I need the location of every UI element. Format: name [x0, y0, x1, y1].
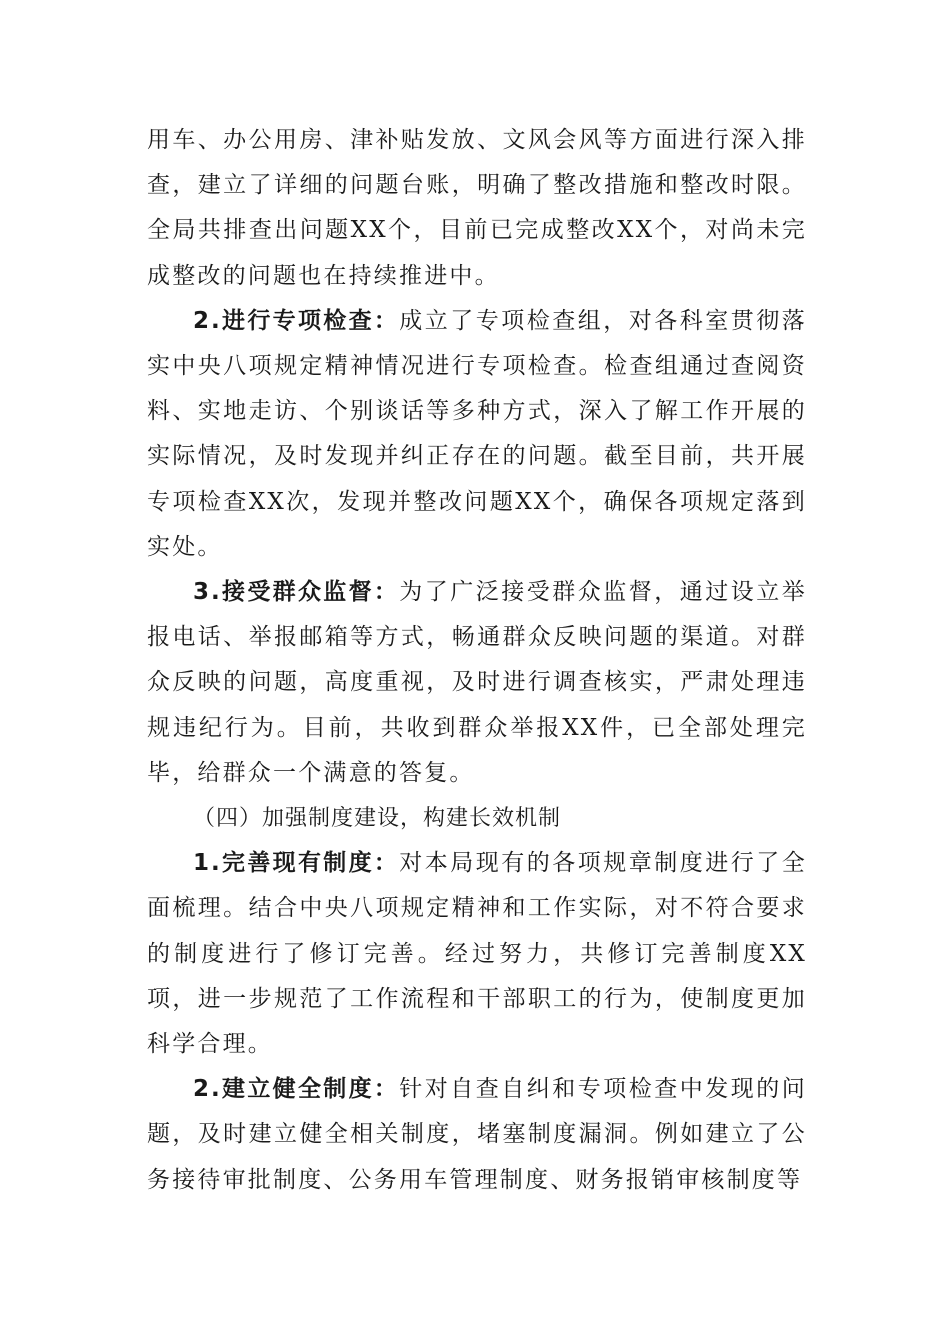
paragraph-text: 为了广泛接受群众监督，通过设立举报电话、举报邮箱等方式，畅通群众反映问题的渠道。对群众反映的问题，高度重视，及时进行调查核实，严肃处理违规违纪行为。目前，共收到群众举报XX件，已全部处理完毕，给群众一个满意的答复。: [147, 579, 807, 786]
paragraph-text: 针对自查自纠和专项检查中发现的问题，及时建立健全相关制度，堵塞制度漏洞。例如建立了公务接待审批制度、公务用车管理制度、财务报销审核制度等: [147, 1076, 807, 1193]
paragraph-lead: 3.接受群众监督：: [193, 579, 400, 606]
document-page: [147, 118, 807, 1203]
paragraph-lead: 1.完善现有制度：: [193, 850, 400, 877]
paragraph-continuation: [147, 118, 807, 299]
paragraph-special-inspection: [147, 299, 807, 570]
paragraph-text: 用车、办公用房、津补贴发放、文风会风等方面进行深入排查，建立了详细的问题台账，明确了整改措施和整改时限。全局共排查出问题XX个，目前已完成整改XX个，对尚未完成整改的问题也在持续推进中。: [147, 127, 807, 289]
paragraph-public-supervision: [147, 570, 807, 796]
paragraph-establish-system: [147, 1067, 807, 1203]
paragraph-lead: 2.进行专项检查：: [193, 307, 400, 334]
paragraph-text: 成立了专项检查组，对各科室贯彻落实中央八项规定精神情况进行专项检查。检查组通过查阅资料、实地走访、个别谈话等多种方式，深入了解工作开展的实际情况，及时发现并纠正存在的问题。截至目前，共开展专项检查XX次，发现并整改问题XX个，确保各项规定落到实处。: [147, 307, 807, 560]
paragraph-lead: 2.建立健全制度：: [193, 1076, 400, 1103]
section-heading: （四）加强制度建设，构建长效机制: [193, 806, 562, 832]
paragraph-text: 对本局现有的各项规章制度进行了全面梳理。结合中央八项规定精神和工作实际，对不符合要求的制度进行了修订完善。经过努力，共修订完善制度XX项，进一步规范了工作流程和干部职工的行为，使制度更加科学合理。: [147, 850, 807, 1058]
paragraph-improve-system: [147, 841, 807, 1067]
